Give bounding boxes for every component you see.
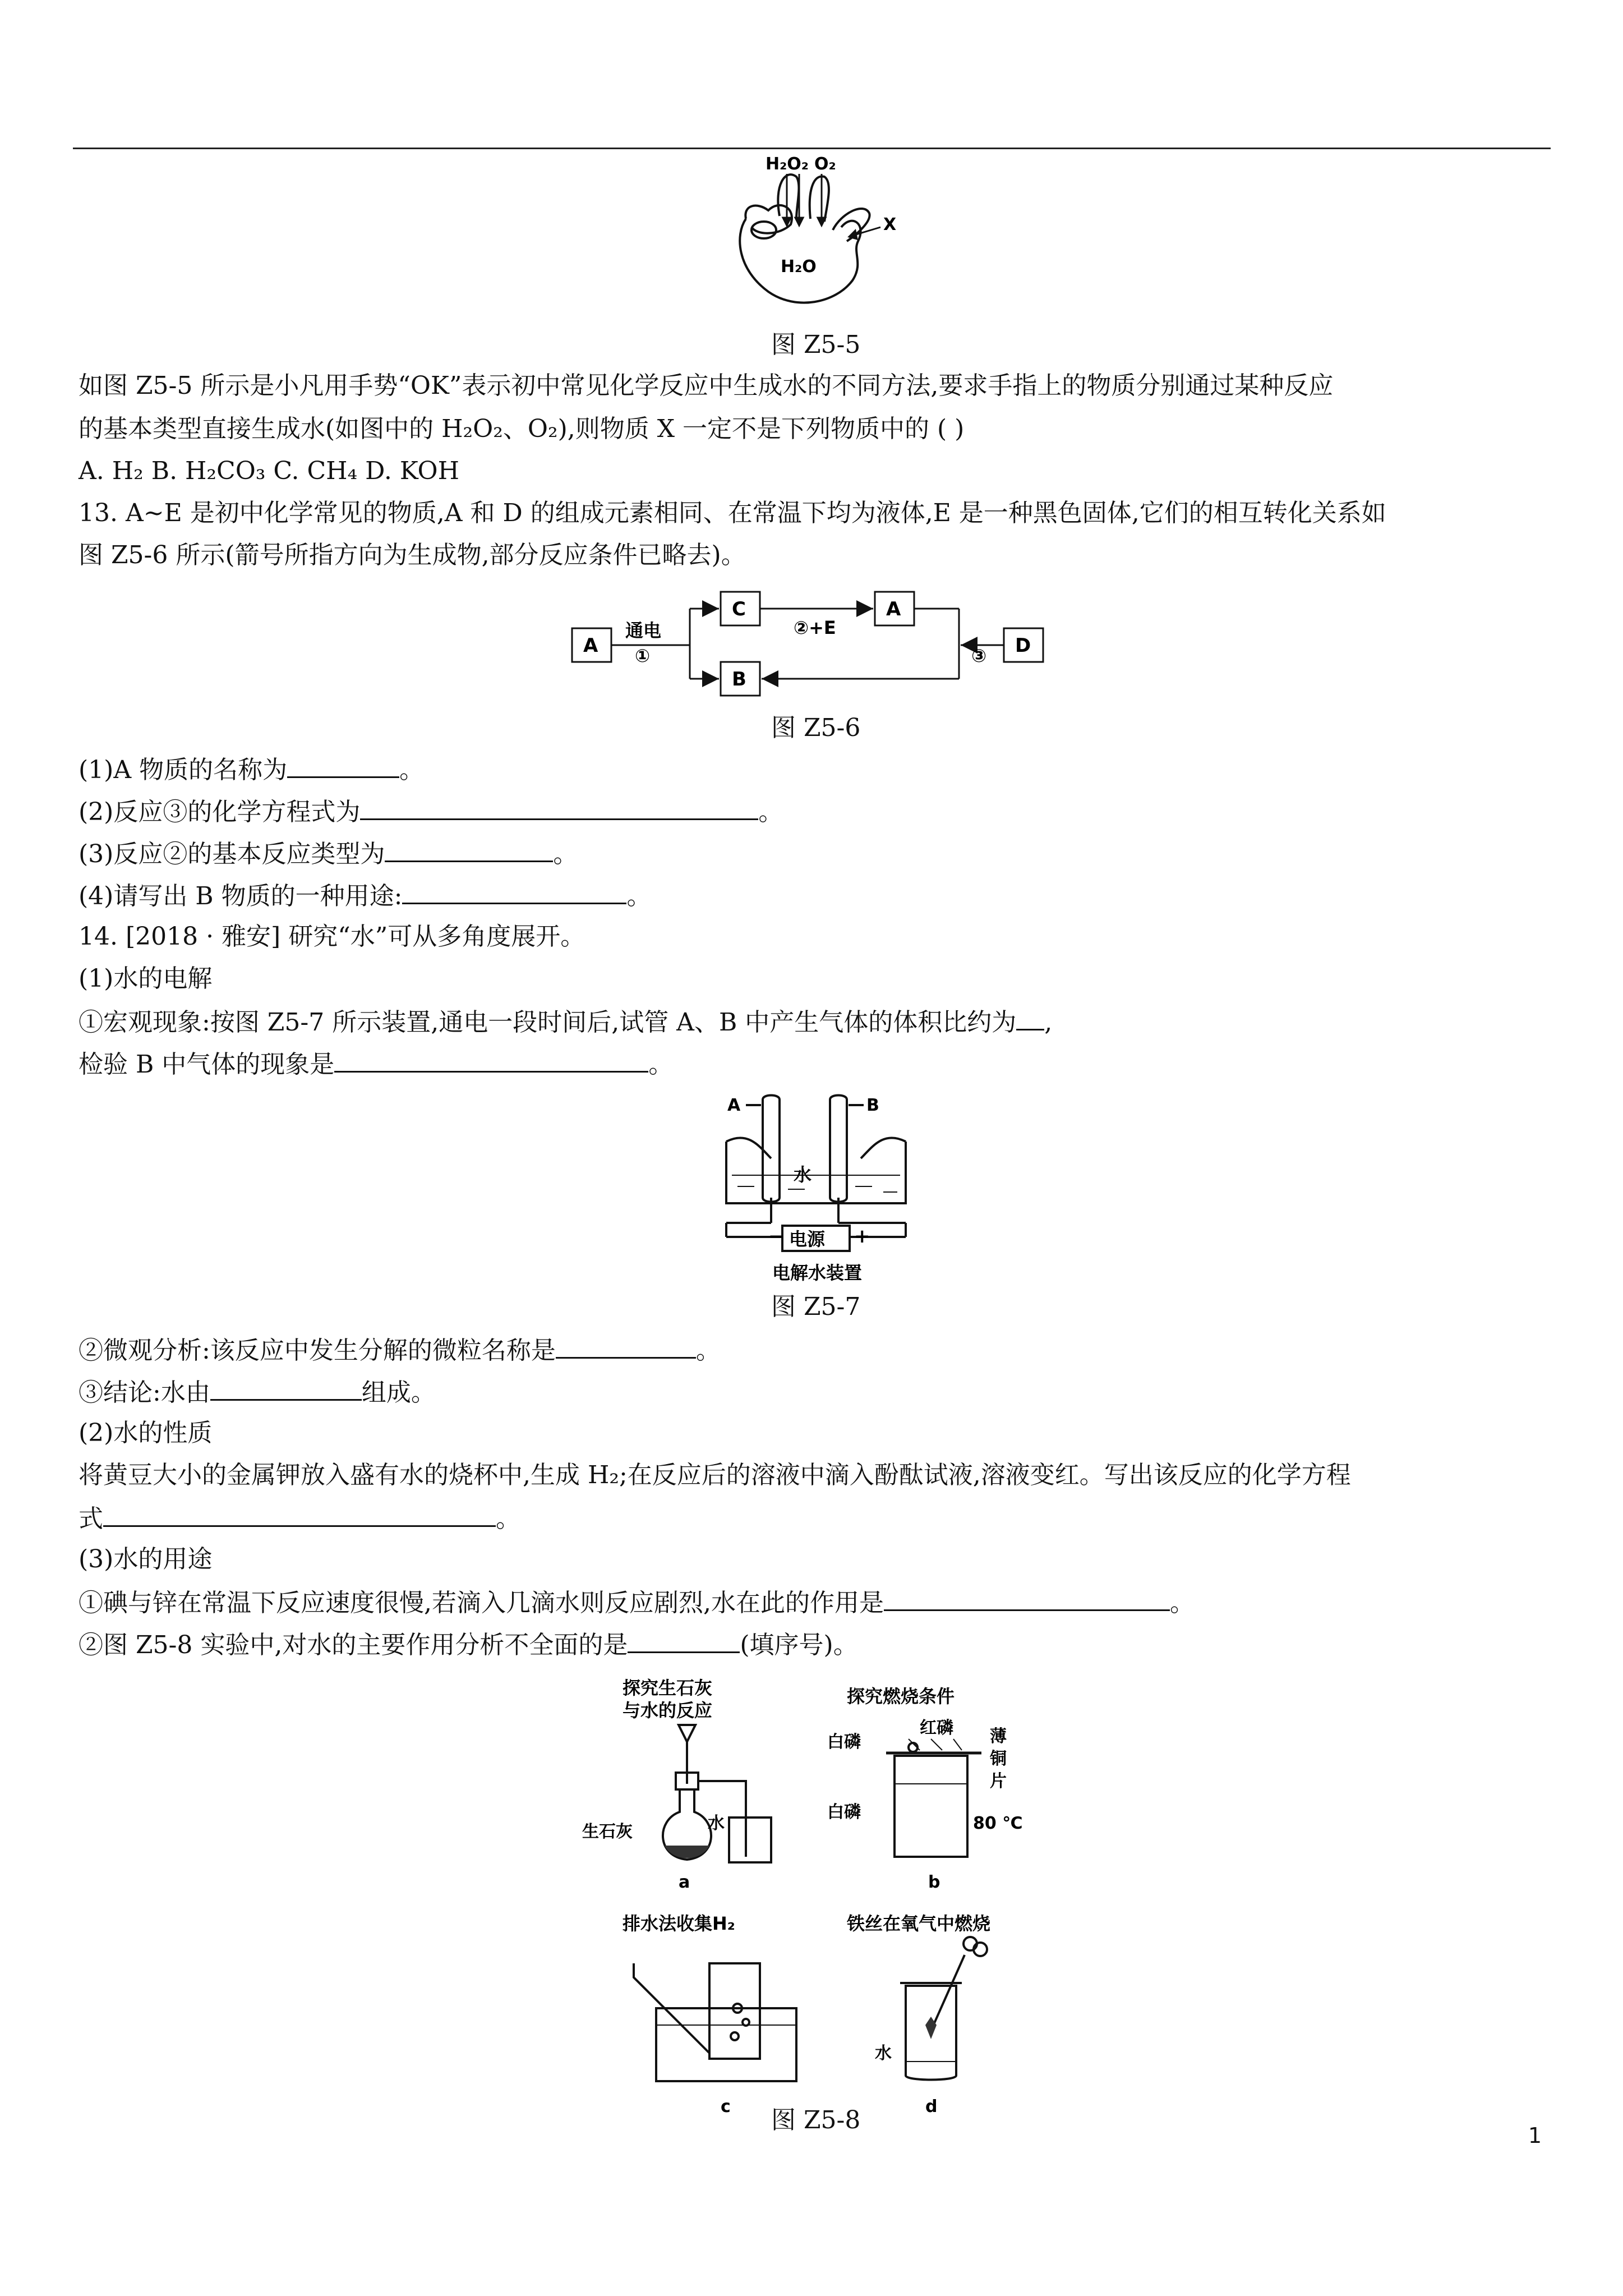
q13-sub4: (4)请写出 B 物质的一种用途: 。 <box>79 878 651 913</box>
answer-blank-role[interactable] <box>884 1585 1170 1611</box>
exp-c-title: 排水法收集H₂ <box>623 1913 735 1934</box>
answer-blank-3[interactable] <box>385 836 553 862</box>
tag-d: d <box>925 2097 938 2116</box>
exp-a-apparatus <box>663 1725 771 1862</box>
q13-line1: 13. A~E 是初中化学常见的物质,A 和 D 的组成元素相同、在常温下均为液体,E 是一种黑色固体,它们的相互转化关系如 <box>79 499 1386 527</box>
figure-z5-5 <box>712 151 914 314</box>
header-rule <box>73 148 1551 149</box>
q13-sub3: (3)反应②的基本反应类型为 。 <box>79 836 578 871</box>
exp-a-title-1: 探究生石灰 <box>623 1677 713 1699</box>
label-red-p: 红磷 <box>920 1718 953 1738</box>
label-electrolysis: 通电 <box>625 620 662 641</box>
q14-title: 14. [2018 · 雅安] 研究“水”可从多角度展开。 <box>79 922 585 951</box>
label-h2o: H₂O <box>781 257 817 277</box>
label-reaction-2: ②+E <box>794 617 836 638</box>
tag-b: b <box>928 1872 940 1892</box>
power-label: 电源 <box>789 1228 826 1250</box>
answer-blank-4[interactable] <box>402 878 626 904</box>
apparatus-title: 电解水装置 <box>772 1262 863 1283</box>
answer-blank-composition[interactable] <box>210 1374 362 1401</box>
exp-a-title-2: 与水的反应 <box>623 1700 713 1721</box>
answer-blank-equation[interactable] <box>103 1501 496 1527</box>
exp-b-apparatus <box>886 1739 981 1857</box>
box-c: C <box>732 598 746 620</box>
q14-part2: (2)水的性质 <box>79 1419 213 1447</box>
label-o2: O₂ <box>814 154 836 174</box>
label-thin-1: 薄 <box>990 1727 1007 1746</box>
exp-c-apparatus <box>634 1963 796 2081</box>
label-reaction-3: ③ <box>971 645 987 666</box>
figure-caption-z5-5: 图 Z5-5 <box>771 330 861 359</box>
q14-part3: (3)水的用途 <box>79 1545 213 1573</box>
answer-blank-particle[interactable] <box>556 1332 696 1359</box>
label-x: X <box>883 215 897 234</box>
q14-p3-1: ①碘与锌在常温下反应速度很慢,若滴入几滴水则反应剧烈,水在此的作用是 。 <box>79 1585 1195 1620</box>
q12-line2: 的基本类型直接生成水(如图中的 H₂O₂、O₂),则物质 X 一定不是下列物质中的 ( ) <box>79 415 965 443</box>
label-thin-2: 铜 <box>990 1749 1007 1769</box>
answer-blank-2[interactable] <box>360 794 758 820</box>
answer-blank-ratio[interactable] <box>1016 1004 1044 1030</box>
exp-d-apparatus <box>900 1937 987 2080</box>
q12-options: A. H₂ B. H₂CO₃ C. CH₄ D. KOH <box>79 457 459 485</box>
box-a-right: A <box>886 598 901 620</box>
page-number: 1 <box>1528 2123 1542 2148</box>
tube-b-label: B <box>866 1096 879 1115</box>
q14-p3-2: ②图 Z5-8 实验中,对水的主要作用分析不全面的是 (填序号)。 <box>79 1627 858 1662</box>
q14-p1-1c: 检验 B 中气体的现象是 。 <box>79 1046 673 1082</box>
box-a-left: A <box>583 634 598 657</box>
label-reaction-1: ① <box>635 645 651 666</box>
box-b: B <box>732 668 746 691</box>
minus-sign: − <box>768 1225 785 1248</box>
answer-blank-1[interactable] <box>287 752 399 778</box>
label-white-p-bottom: 白磷 <box>827 1802 861 1822</box>
tube-a-label: A <box>727 1096 741 1115</box>
q14-p1-1: ①宏观现象:按图 Z5-7 所示装置,通电一段时间后,试管 A、B 中产生气体的体积比约为 , <box>79 1004 1052 1039</box>
exp-d-title: 铁丝在氧气中燃烧 <box>847 1913 991 1934</box>
exp-b-title: 探究燃烧条件 <box>847 1686 955 1707</box>
q13-line2: 图 Z5-6 所示(箭号所指方向为生成物,部分反应条件已略去)。 <box>79 541 746 569</box>
label-d-water: 水 <box>875 2044 892 2063</box>
box-d: D <box>1015 634 1031 657</box>
tag-c: c <box>721 2097 731 2116</box>
plus-sign: + <box>854 1225 870 1248</box>
figure-caption-z5-6: 图 Z5-6 <box>771 714 861 742</box>
water-label: 水 <box>794 1164 812 1185</box>
tag-a: a <box>679 1872 690 1892</box>
q13-sub1: (1)A 物质的名称为 。 <box>79 752 424 787</box>
label-temp: 80 ℃ <box>973 1814 1023 1833</box>
figure-z5-6 <box>566 583 1060 701</box>
q14-p2-2: 式 。 <box>79 1501 520 1536</box>
label-thin-3: 片 <box>990 1772 1007 1791</box>
answer-blank-choice[interactable] <box>628 1627 740 1653</box>
q14-part1: (1)水的电解 <box>79 964 213 993</box>
label-quicklime: 生石灰 <box>582 1822 633 1842</box>
label-white-p-top: 白磷 <box>827 1732 861 1752</box>
q14-p2-1: 将黄豆大小的金属钾放入盛有水的烧杯中,生成 H₂;在反应后的溶液中滴入酚酞试液,溶液变红。写出该反应的化学方程 <box>79 1461 1351 1489</box>
q14-p1-3: ③结论:水由 组成。 <box>79 1374 436 1410</box>
q13-sub2: (2)反应③的化学方程式为 。 <box>79 794 783 829</box>
figure-caption-z5-7: 图 Z5-7 <box>771 1292 861 1321</box>
label-h2o2: H₂O₂ <box>766 154 809 174</box>
q14-p1-2: ②微观分析:该反应中发生分解的微粒名称是 。 <box>79 1332 721 1368</box>
answer-blank-test[interactable] <box>334 1046 648 1073</box>
figure-caption-z5-8: 图 Z5-8 <box>771 2106 861 2134</box>
figure-z5-7 <box>715 1085 917 1287</box>
q12-line1: 如图 Z5-5 所示是小凡用手势“OK”表示初中常见化学反应中生成水的不同方法,要求手指上的物质分别通过某种反应 <box>79 371 1334 400</box>
label-a-water: 水 <box>708 1814 725 1833</box>
figure-z5-8 <box>561 1672 1066 2120</box>
